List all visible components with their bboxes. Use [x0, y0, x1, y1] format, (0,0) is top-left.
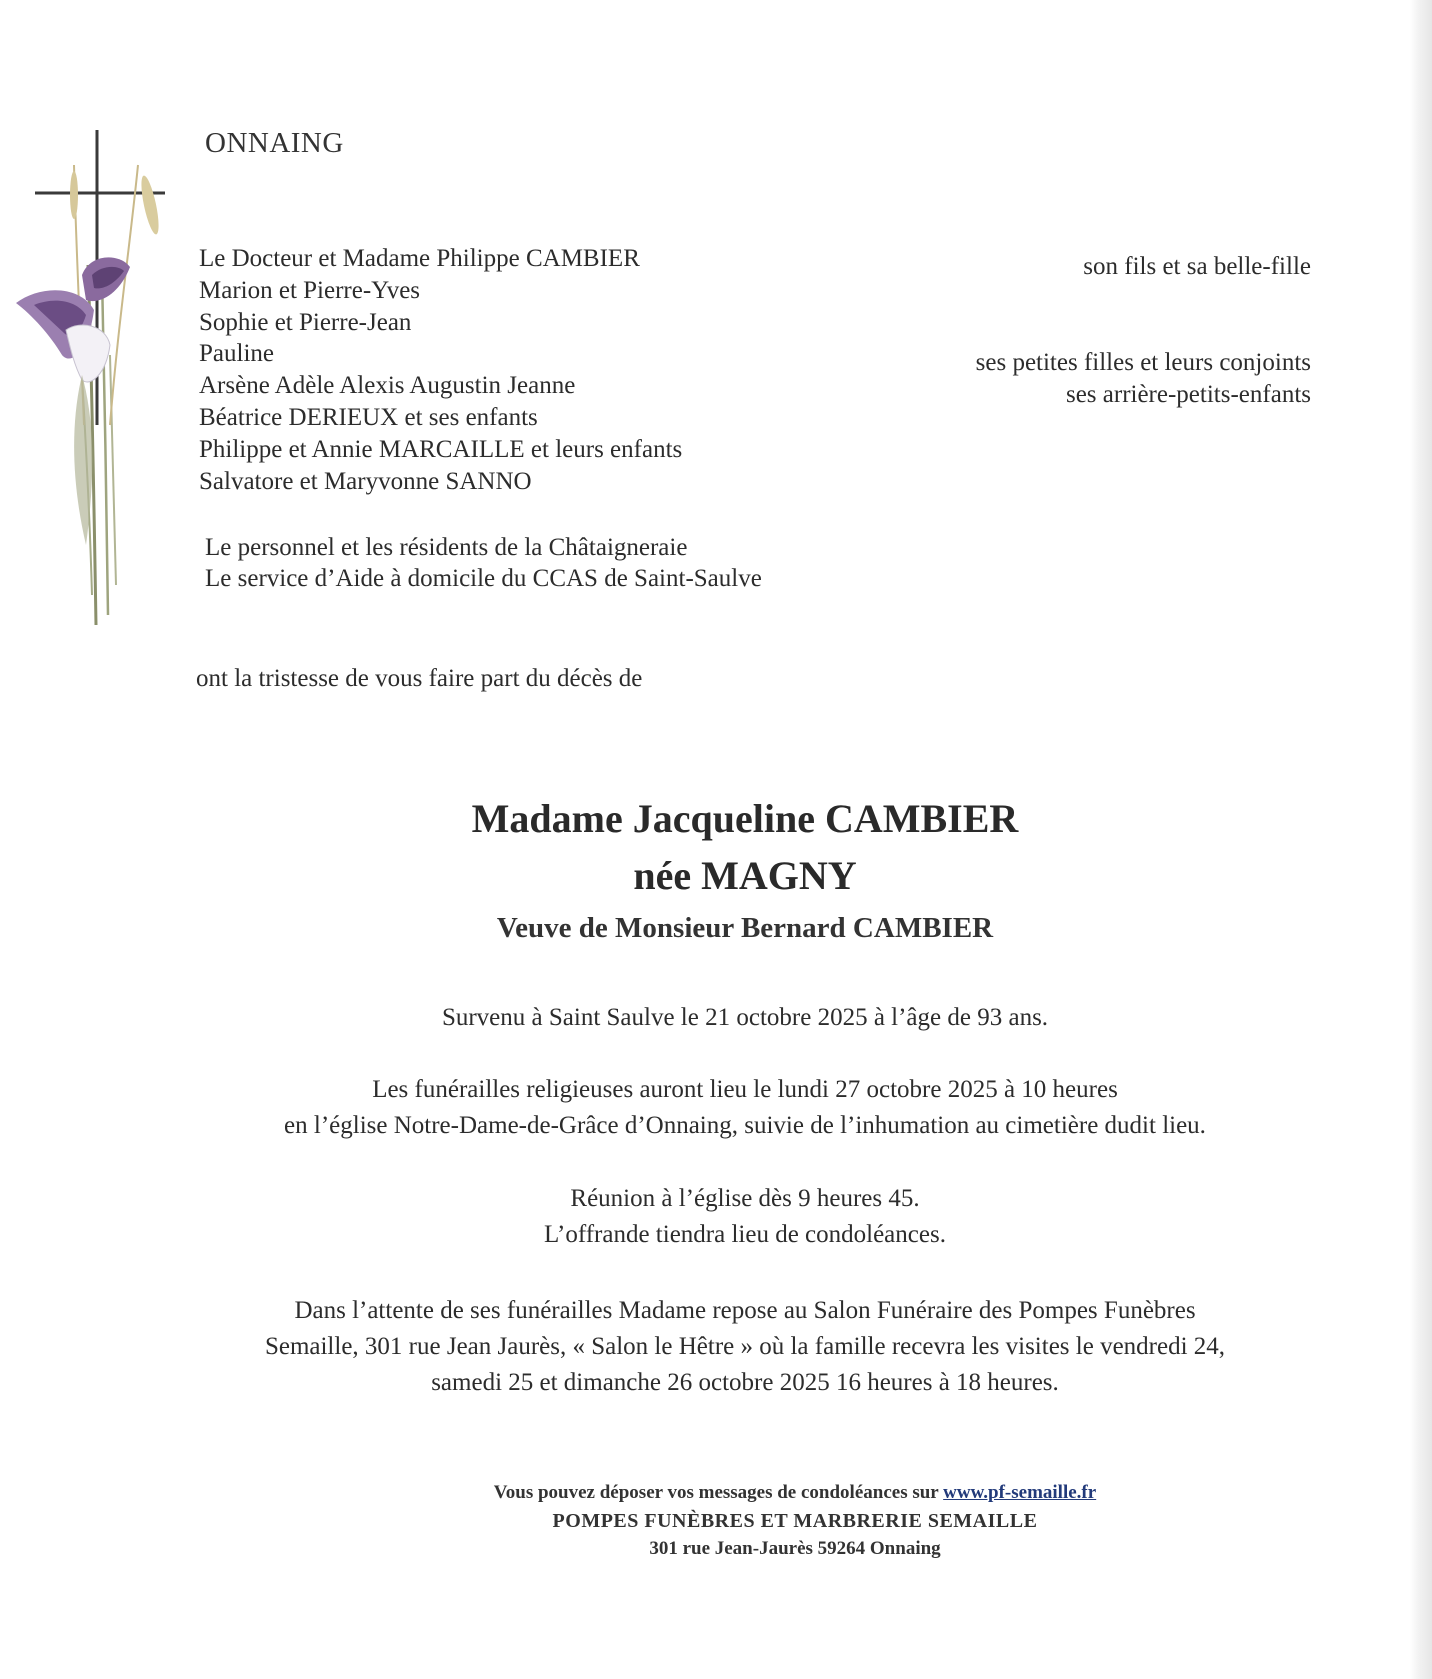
staff-line: Le service d’Aide à domicile du CCAS de Saint-Saulve [205, 565, 762, 592]
visit-line: Semaille, 301 rue Jean Jaurès, « Salon le Hêtre » où la famille recevra les visites le vendredi 24, [264, 1333, 1226, 1360]
relation-great-grandchildren: ses arrière-petits-enfants [1065, 381, 1311, 408]
family-member: Salvatore et Maryvonne SANNO [199, 467, 532, 495]
deceased-birth-name: née MAGNY [633, 853, 857, 898]
page-edge-shadow [1410, 0, 1432, 1679]
website-link[interactable]: www.pf-semaille.fr [943, 1482, 1097, 1503]
visit-line: Dans l’attente de ses funérailles Madame repose au Salon Funéraire des Pompes Funèbres [294, 1297, 1196, 1324]
funeral-details [150, 1072, 1340, 1144]
funeral-line: Les funérailles religieuses auront lieu le lundi 27 octobre 2025 à 10 heures [372, 1076, 1118, 1103]
family-member: Le Docteur et Madame Philippe CAMBIER [199, 245, 640, 272]
relation-son: son fils et sa belle-fille [1083, 253, 1311, 280]
town-heading: ONNAING [205, 127, 344, 159]
reunion-line: Réunion à l’église dès 9 heures 45. [570, 1185, 920, 1212]
reunion-details [150, 1181, 1340, 1253]
family-member: Philippe et Annie MARCAILLE et leurs enfants [199, 435, 683, 463]
family-member: Marion et Pierre-Yves [199, 276, 421, 304]
visit-details [150, 1293, 1340, 1401]
family-member: Arsène Adèle Alexis Augustin Jeanne [199, 372, 576, 400]
condolences-note [250, 1482, 1340, 1504]
family-member: Sophie et Pierre-Jean [199, 308, 412, 336]
family-member: Pauline [199, 340, 274, 368]
announcement-text: ont la tristesse de vous faire part du décès de [196, 665, 643, 692]
death-details [150, 1000, 1340, 1036]
deceased-name: Madame Jacqueline CAMBIER [471, 796, 1019, 841]
company-address: 301 rue Jean-Jaurès 59264 Onnaing [649, 1538, 941, 1559]
family-list [199, 243, 682, 497]
visit-line: samedi 25 et dimanche 26 octobre 2025 16 heures à 18 heures. [431, 1369, 1059, 1396]
staff-line: Le personnel et les résidents de la Châtaigneraie [205, 534, 688, 561]
deceased-widow-of: Veuve de Monsieur Bernard CAMBIER [496, 912, 994, 944]
staff-list [205, 532, 762, 594]
relation-granddaughters: ses petites filles et leurs conjoints [975, 349, 1311, 376]
offering-line: L’offrande tiendra lieu de condoléances. [544, 1221, 946, 1248]
cross-with-lily-and-wheat-icon [10, 125, 180, 645]
funeral-line: en l’église Notre-Dame-de-Grâce d’Onnaing, suivie de l’inhumation au cimetière dudit lieu. [284, 1112, 1206, 1139]
condolences-prefix: Vous pouvez déposer vos messages de condoléances sur [493, 1482, 944, 1503]
death-line: Survenu à Saint Saulve le 21 octobre 2025 à l’âge de 93 ans. [441, 1004, 1049, 1031]
family-member: Béatrice DERIEUX et ses enfants [199, 403, 538, 431]
company-name: POMPES FUNÈBRES ET MARBRERIE SEMAILLE [552, 1510, 1038, 1532]
